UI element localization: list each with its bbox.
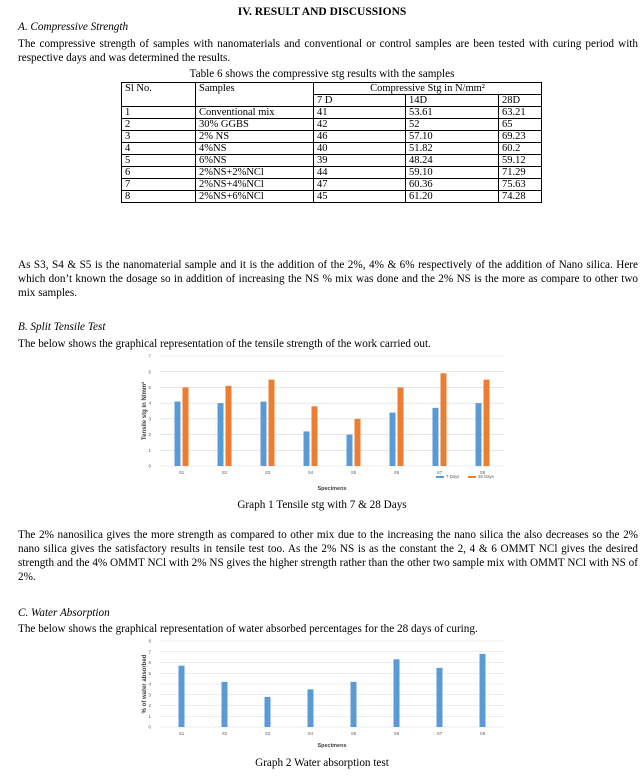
cell-14d: 57.10 <box>406 131 499 143</box>
cell-14d: 48.24 <box>406 155 499 167</box>
y-tick-label: 6 <box>148 369 151 375</box>
table-row <box>122 119 542 131</box>
subsection-water-absorption: C. Water Absorption <box>18 607 110 619</box>
water-absorption-chart <box>136 637 508 755</box>
graph2-caption: Graph 2 Water absorption test <box>255 757 389 769</box>
compressive-strength-table <box>121 82 542 203</box>
paragraph-tensile-discussion: The 2% nanosilica gives the more strength as compared to other mix due to the increasing the nano silica the also decreases so the 2% nano silica gives the satisfactory results in tensile test too. As the 2% NS is as the constant the 2, 4 & 6 OMMT NCl gives the desired strength and the 4% OMMT NCl with 2% NS gives the higher strength rather than the other two sample mix with OMMT NCl with NS of 2%. <box>18 529 638 583</box>
bar-s2-28-days <box>226 386 232 466</box>
bar-s3-28-days <box>269 380 275 466</box>
cell-28d: 69.23 <box>499 131 542 143</box>
y-tick-label: 4 <box>148 400 151 406</box>
bar-s1-7-days <box>175 402 181 466</box>
cell-7d: 39 <box>314 155 406 167</box>
y-tick-label: 3 <box>148 416 151 422</box>
section-title: IV. RESULT AND DISCUSSIONS <box>237 6 407 18</box>
bar-s5-7-days <box>347 435 353 466</box>
cell-no: 2 <box>122 119 196 131</box>
bar-s8 <box>480 654 486 727</box>
bar-s2-7-days <box>218 403 224 466</box>
x-tick-label: S7 <box>436 470 443 475</box>
y-tick-label: 7 <box>148 353 151 359</box>
cell-14d: 61.20 <box>406 191 499 203</box>
header-compressive-stg: Compressive Stg in N/mm² <box>314 83 542 95</box>
cell-sample: Conventional mix <box>196 107 314 119</box>
cell-14d: 51.82 <box>406 143 499 155</box>
y-tick-label: 1 <box>148 713 151 719</box>
x-tick-label: S5 <box>350 470 357 475</box>
bar-s5 <box>351 682 357 727</box>
table-row <box>122 155 542 167</box>
cell-28d: 59.12 <box>499 155 542 167</box>
bar-s7-28-days <box>441 373 447 466</box>
y-tick-label: 0 <box>148 463 151 469</box>
x-axis-title: Specimens <box>317 486 347 492</box>
cell-7d: 40 <box>314 143 406 155</box>
paragraph-water-intro: The below shows the graphical representation of water absorbed percentages for the 28 days of curing. <box>18 623 478 635</box>
tensile-strength-chart <box>136 352 508 492</box>
x-tick-label: S6 <box>393 470 400 475</box>
table-row <box>122 167 542 179</box>
bar-s5-28-days <box>355 419 361 466</box>
paragraph-compressive-intro: The compressive strength of samples with nanomaterials and conventional or control samples are been tested with curing period with respective days and was determined the results. <box>18 38 638 64</box>
header-28d: 28D <box>499 95 542 107</box>
subsection-compressive-strength: A. Compressive Strength <box>18 21 129 33</box>
cell-sample: 4%NS <box>196 143 314 155</box>
cell-7d: 45 <box>314 191 406 203</box>
cell-sample: 2%NS+4%NCl <box>196 179 314 191</box>
x-tick-label: S2 <box>221 731 228 736</box>
header-samples: Samples <box>196 83 314 107</box>
legend-label: 28 Days <box>478 474 494 479</box>
cell-28d: 60.2 <box>499 143 542 155</box>
x-tick-label: S3 <box>264 470 271 475</box>
cell-28d: 71.29 <box>499 167 542 179</box>
y-tick-label: 7 <box>148 649 151 655</box>
bar-s4-28-days <box>312 406 318 466</box>
cell-no: 6 <box>122 167 196 179</box>
cell-sample: 6%NS <box>196 155 314 167</box>
table-row <box>122 191 542 203</box>
cell-7d: 44 <box>314 167 406 179</box>
cell-14d: 59.10 <box>406 167 499 179</box>
x-tick-label: S8 <box>479 731 486 736</box>
y-tick-label: 0 <box>148 724 151 730</box>
cell-sample: 2% NS <box>196 131 314 143</box>
y-axis-title: % of water absorbed <box>142 654 148 714</box>
paragraph-nanomaterial-discussion: As S3, S4 & S5 is the nanomaterial sample and it is the addition of the 2%, 4% & 6% respectively of the addition of Nano silica. Here which don’t known the dosage so in addition of increasing the NS % mix was done and the 2% NS is the more as compare to other two mix samples. <box>18 259 638 299</box>
cell-no: 1 <box>122 107 196 119</box>
x-tick-label: S6 <box>393 731 400 736</box>
x-tick-label: S7 <box>436 731 443 736</box>
bar-s4-7-days <box>304 431 310 466</box>
bar-s6 <box>394 659 400 727</box>
header-14d: 14D <box>406 95 499 107</box>
cell-7d: 47 <box>314 179 406 191</box>
y-tick-label: 1 <box>148 447 151 453</box>
x-tick-label: S1 <box>178 731 185 736</box>
x-tick-label: S2 <box>221 470 228 475</box>
x-tick-label: S1 <box>178 470 185 475</box>
bar-s7-7-days <box>433 408 439 466</box>
cell-28d: 65 <box>499 119 542 131</box>
cell-14d: 52 <box>406 119 499 131</box>
legend-swatch <box>468 476 476 478</box>
bar-s3 <box>265 697 271 727</box>
table-row <box>122 179 542 191</box>
y-axis-title: Tensile stg in N/mm² <box>142 381 148 441</box>
y-tick-label: 3 <box>148 692 151 698</box>
graph1-caption: Graph 1 Tensile stg with 7 & 28 Days <box>237 499 407 511</box>
y-tick-label: 2 <box>148 432 151 438</box>
y-tick-label: 8 <box>148 638 151 644</box>
bar-s7 <box>437 668 443 727</box>
x-tick-label: S3 <box>264 731 271 736</box>
table-row <box>122 131 542 143</box>
cell-sample: 2%NS+2%NCl <box>196 167 314 179</box>
bar-s2 <box>222 682 228 727</box>
cell-7d: 41 <box>314 107 406 119</box>
bar-s8-7-days <box>476 403 482 466</box>
cell-no: 4 <box>122 143 196 155</box>
table-header-row <box>122 83 542 95</box>
cell-no: 8 <box>122 191 196 203</box>
x-tick-label: S5 <box>350 731 357 736</box>
cell-7d: 42 <box>314 119 406 131</box>
table-caption: Table 6 shows the compressive stg results with the samples <box>189 68 455 80</box>
cell-sample: 30% GGBS <box>196 119 314 131</box>
cell-no: 7 <box>122 179 196 191</box>
legend-label: 7 Days <box>446 474 460 479</box>
bar-s3-7-days <box>261 402 267 466</box>
bar-s1 <box>179 666 185 727</box>
cell-14d: 60.36 <box>406 179 499 191</box>
bar-s8-28-days <box>484 380 490 466</box>
cell-7d: 46 <box>314 131 406 143</box>
cell-no: 5 <box>122 155 196 167</box>
bar-s1-28-days <box>183 387 189 466</box>
y-tick-label: 6 <box>148 660 151 666</box>
header-7d: 7 D <box>314 95 406 107</box>
subsection-split-tensile: B. Split Tensile Test <box>18 321 106 333</box>
y-tick-label: 2 <box>148 703 151 709</box>
cell-14d: 53.61 <box>406 107 499 119</box>
cell-no: 3 <box>122 131 196 143</box>
x-tick-label: S8 <box>479 470 486 475</box>
paragraph-tensile-intro: The below shows the graphical representation of the tensile strength of the work carried out. <box>18 338 431 350</box>
legend-swatch <box>436 476 444 478</box>
cell-28d: 63.21 <box>499 107 542 119</box>
y-tick-label: 5 <box>148 670 151 676</box>
cell-28d: 74.28 <box>499 191 542 203</box>
table-row <box>122 107 542 119</box>
cell-28d: 75.63 <box>499 179 542 191</box>
y-tick-label: 5 <box>148 385 151 391</box>
bar-s6-28-days <box>398 387 404 466</box>
y-tick-label: 4 <box>148 681 151 687</box>
x-tick-label: S4 <box>307 731 314 736</box>
bar-s6-7-days <box>390 413 396 466</box>
x-axis-title: Specimens <box>317 743 347 749</box>
table-row <box>122 143 542 155</box>
header-sl-no: Sl No. <box>122 83 196 107</box>
bar-s4 <box>308 689 314 727</box>
x-tick-label: S4 <box>307 470 314 475</box>
cell-sample: 2%NS+6%NCl <box>196 191 314 203</box>
